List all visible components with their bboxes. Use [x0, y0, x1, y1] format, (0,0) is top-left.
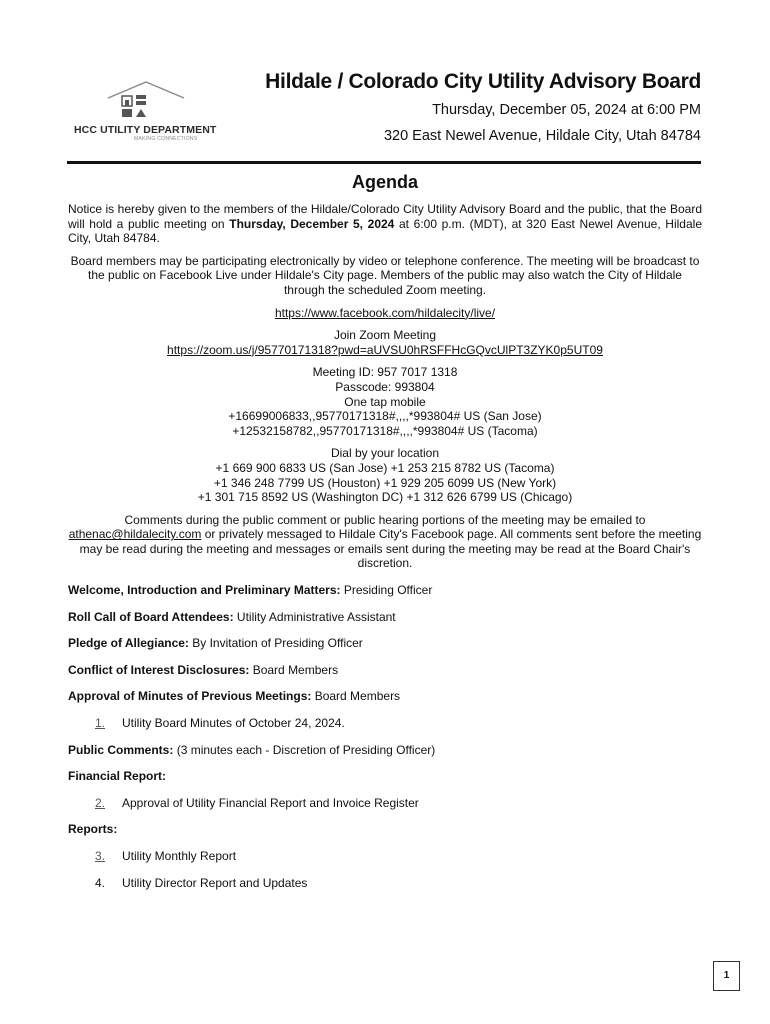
agenda-item-1	[68, 716, 702, 731]
logo-title: HCC UTILITY DEPARTMENT	[74, 124, 217, 136]
section-pledge-text: By Invitation of Presiding Officer	[188, 636, 363, 651]
section-minutes-text: Board Members	[311, 689, 401, 704]
agenda-body	[68, 202, 702, 890]
notice-pre: Notice is hereby given to the members of the Hildale/Colorado City Utility Advisory Board and the public, that the Board will hold a public meeting on	[68, 202, 702, 231]
zoom-join-label: Join Zoom Meeting	[333, 328, 437, 343]
agenda-item-4	[68, 876, 702, 891]
notice-paragraph	[68, 202, 702, 246]
zoom-dial-3: +1 301 715 8592 US (Washington DC) +1 312 626 6799 US (Chicago)	[197, 490, 573, 505]
zoom-passcode: Passcode: 993804	[335, 379, 435, 394]
section-public-comments	[68, 743, 702, 758]
zoom-dial-label: Dial by your location	[330, 446, 440, 461]
section-roll-label: Roll Call of Board Attendees:	[68, 609, 234, 624]
section-roll-text: Utility Administrative Assistant	[233, 609, 396, 624]
zoom-one-tap-label: One tap mobile	[344, 394, 426, 409]
zoom-meeting-id: Meeting ID: 957 7017 1318	[312, 365, 458, 380]
building-logo-icon	[106, 80, 186, 120]
board-title: Hildale / Colorado City Utility Advisory Board	[265, 70, 701, 93]
zoom-tap-2: +12532158782,,95770171318#,,,,*993804# US (Tacoma)	[232, 423, 538, 438]
zoom-link[interactable]: https://zoom.us/j/95770171318?pwd=aUVSU0hRSFFHcGQvcUlPT3ZYK0p5UT09	[167, 342, 603, 357]
meeting-header	[265, 68, 701, 148]
section-minutes-label: Approval of Minutes of Previous Meetings:	[68, 689, 312, 704]
agenda-item-3-text: Utility Monthly Report	[122, 849, 237, 863]
agenda-item-4-text: Utility Director Report and Updates	[122, 875, 308, 890]
department-logo	[72, 80, 217, 144]
header-divider	[67, 161, 701, 164]
agenda-item-2	[68, 796, 702, 811]
section-conflict-label: Conflict of Interest Disclosures:	[68, 662, 250, 677]
section-reports-label: Reports:	[68, 822, 118, 837]
section-pledge-label: Pledge of Allegiance:	[68, 636, 189, 651]
electronic-notice: Board members may be participating electronically by video or telephone conference. The meeting will be broadcast to the public on Facebook Live under Hildale's City page. Members of the public may also watch the City of Hildale through the scheduled Zoom meeting.	[70, 253, 700, 297]
logo-tagline: MAKING CONNECTIONS	[134, 136, 198, 142]
section-minutes	[68, 689, 702, 704]
section-conflict	[68, 663, 702, 678]
agenda-item-3-link[interactable]: 3.	[95, 849, 106, 863]
comments-email-link[interactable]: athenac@hildalecity.com	[68, 527, 202, 542]
meeting-datetime: Thursday, December 05, 2024 at 6:00 PM	[432, 102, 701, 118]
facebook-link[interactable]: https://www.facebook.com/hildalecity/live/	[274, 305, 496, 320]
agenda-item-2-text: Approval of Utility Financial Report and Invoice Register	[122, 795, 419, 810]
notice-date: Thursday, December 5, 2024	[229, 216, 395, 231]
zoom-dial-2: +1 346 248 7799 US (Houston) +1 929 205 6099 US (New York)	[213, 475, 557, 490]
section-welcome	[68, 583, 702, 598]
zoom-tap-1: +16699006833,,95770171318#,,,,*993804# US (San Jose)	[228, 409, 542, 424]
section-conflict-text: Board Members	[249, 662, 339, 677]
agenda-item-3	[68, 849, 702, 864]
section-reports	[68, 822, 702, 837]
agenda-item-4-number: 4.	[95, 875, 106, 890]
section-welcome-text: Presiding Officer	[340, 583, 433, 598]
section-financial	[68, 769, 702, 784]
section-public-text: (3 minutes each - Discretion of Presiding Officer)	[173, 742, 436, 757]
comments-pre: Comments during the public comment or public hearing portions of the meeting may be emailed to	[124, 512, 646, 527]
meeting-location: 320 East Newel Avenue, Hildale City, Utah 84784	[383, 128, 701, 144]
zoom-dial-1: +1 669 900 6833 US (San Jose) +1 253 215 8782 US (Tacoma)	[215, 460, 555, 475]
comments-paragraph	[68, 513, 702, 571]
agenda-heading: Agenda	[351, 172, 418, 192]
notice-post: at 6:00 p.m. (MDT), at 320 East Newel Avenue, Hildale City, Utah 84784.	[68, 216, 702, 246]
section-financial-label: Financial Report:	[68, 769, 167, 784]
section-public-label: Public Comments:	[68, 742, 174, 757]
section-roll-call	[68, 610, 702, 625]
agenda-item-2-link[interactable]: 2.	[95, 795, 106, 810]
agenda-item-1-text: Utility Board Minutes of October 24, 2024.	[122, 716, 345, 731]
section-welcome-label: Welcome, Introduction and Preliminary Matters:	[68, 583, 341, 598]
agenda-item-1-link[interactable]: 1.	[95, 716, 106, 731]
page-number: 1	[713, 961, 740, 991]
comments-post: or privately messaged to Hildale City's Facebook page. All comments sent before the meeting may be read during the meeting and messages or emails sent during the meeting may be read at the Board Chair's discretion.	[79, 527, 702, 571]
section-pledge	[68, 636, 702, 651]
